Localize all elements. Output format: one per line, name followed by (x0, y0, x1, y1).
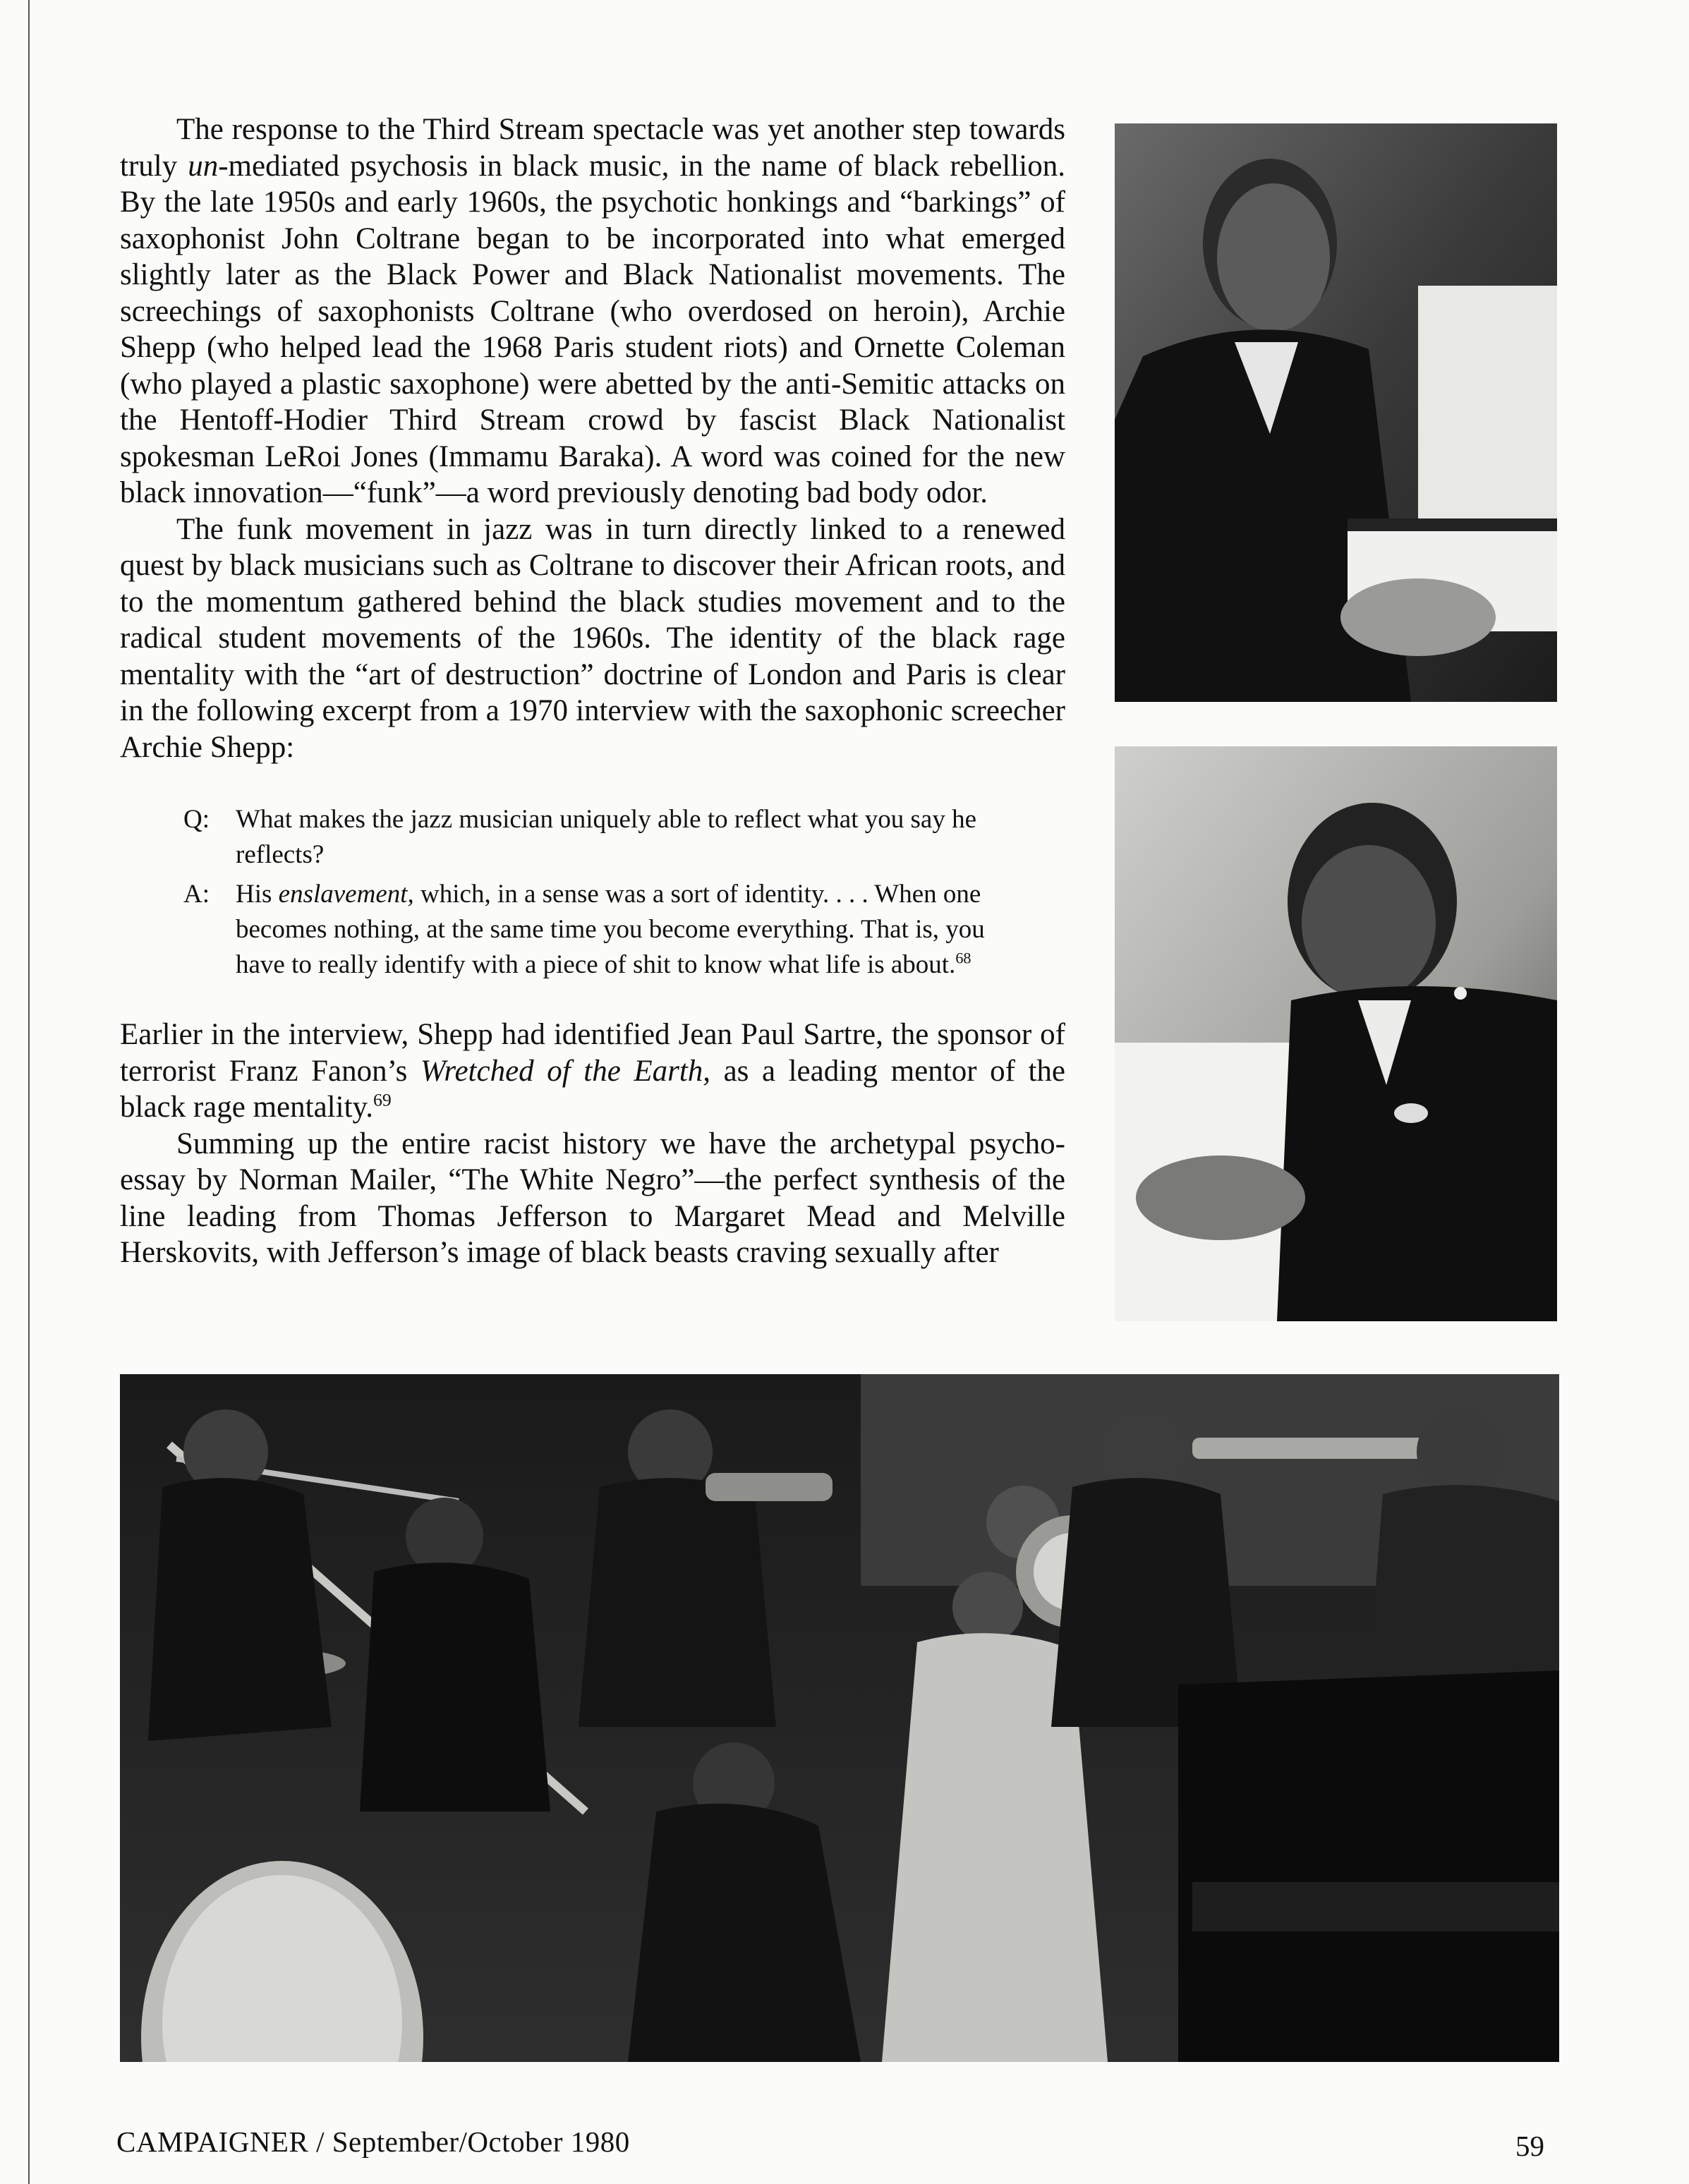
paragraph-1-text-b: -mediated psychosis in black music, in the name of black rebellion. By the late 1950s and early 1960s, the psychotic honkings and “barkings” of saxophonist John Coltrane began to be incorporated into what emerged slightly later as the Black Power and Black Nationalist movements. The screechings of saxophonists Coltrane (who overdosed on heroin), Archie Shepp (who helped lead the 1968 Paris student riots) and Ornette Coleman (who played a plastic saxophone) were abetted by the anti-Semitic attacks on the Hentoff-Hodier Third Stream crowd by fascist Black Nationalist spokesman LeRoi Jones (Immamu Baraka). A word was coined for the new black innovation—“funk”—a word previously denoting bad body odor. (120, 149, 1065, 509)
page-edge-rule (28, 0, 30, 2184)
paragraph-3 (120, 1017, 1065, 1126)
question-text: What makes the jazz musician uniquely able to reflect what you say he reflects? (236, 805, 977, 869)
page-number: 59 (1515, 2130, 1544, 2162)
paragraph-3-text-a: Earlier in the interview, Shepp had identified Jean Paul Sartre, the sponsor of terrorist Franz Fanon’s (120, 1018, 1065, 1088)
paragraph-1-emphasis: un (188, 149, 219, 183)
answer-text-pre: His (236, 880, 279, 909)
footnote-ref-68: 68 (955, 949, 971, 967)
question-label: Q: (183, 805, 210, 834)
paragraph-1 (120, 111, 1065, 511)
interview-excerpt (183, 802, 1009, 983)
paragraph-1-text-a: The response to the Third Stream spectacle was yet another step towards truly (120, 113, 1065, 183)
jazz-band-photo (120, 1374, 1559, 2062)
interview-answer (183, 877, 1009, 983)
interview-question (183, 802, 1009, 873)
answer-text (236, 877, 1009, 983)
footnote-ref-69: 69 (373, 1089, 392, 1110)
paragraph-2: The funk movement in jazz was in turn directly linked to a renewed quest by black musicians such as Coltrane to discover their African roots, and to the momentum gathered behind the black studies movement and to the radical student movements of the 1960s. The identity of the black rage mentality with the “art of destruction” doctrine of London and Paris is clear in the following excerpt from a 1970 interview with the saxophonic screecher Archie Shepp: (120, 512, 1065, 764)
answer-text-post: which, in a sense was a sort of identity. . . . When one becomes nothing, at the same time you become everything. That is, you have to really identify with a piece of shit to know what life is about. (236, 880, 985, 979)
answer-label: A: (183, 880, 210, 909)
paragraph-4: Summing up the entire racist history we have the archetypal psycho-essay by Norman Mailer, “The White Negro”—the perfect synthesis of the line leading from Thomas Jefferson to Margaret Mead and Melville Herskovits, with Jefferson’s image of black beasts craving sexually after (120, 1127, 1065, 1269)
publication-footer: CAMPAIGNER / September/October 1980 (116, 2125, 630, 2158)
book-title: Wretched of the Earth, (420, 1054, 711, 1088)
paragraph-3-text-b: as a leading mentor of the black rage mentality. (120, 1054, 1066, 1124)
answer-emphasis: enslavement, (278, 880, 414, 909)
pianist-photo-middle (1115, 746, 1557, 1321)
article-text-column (120, 111, 1065, 1271)
pianist-photo-top (1115, 123, 1557, 702)
